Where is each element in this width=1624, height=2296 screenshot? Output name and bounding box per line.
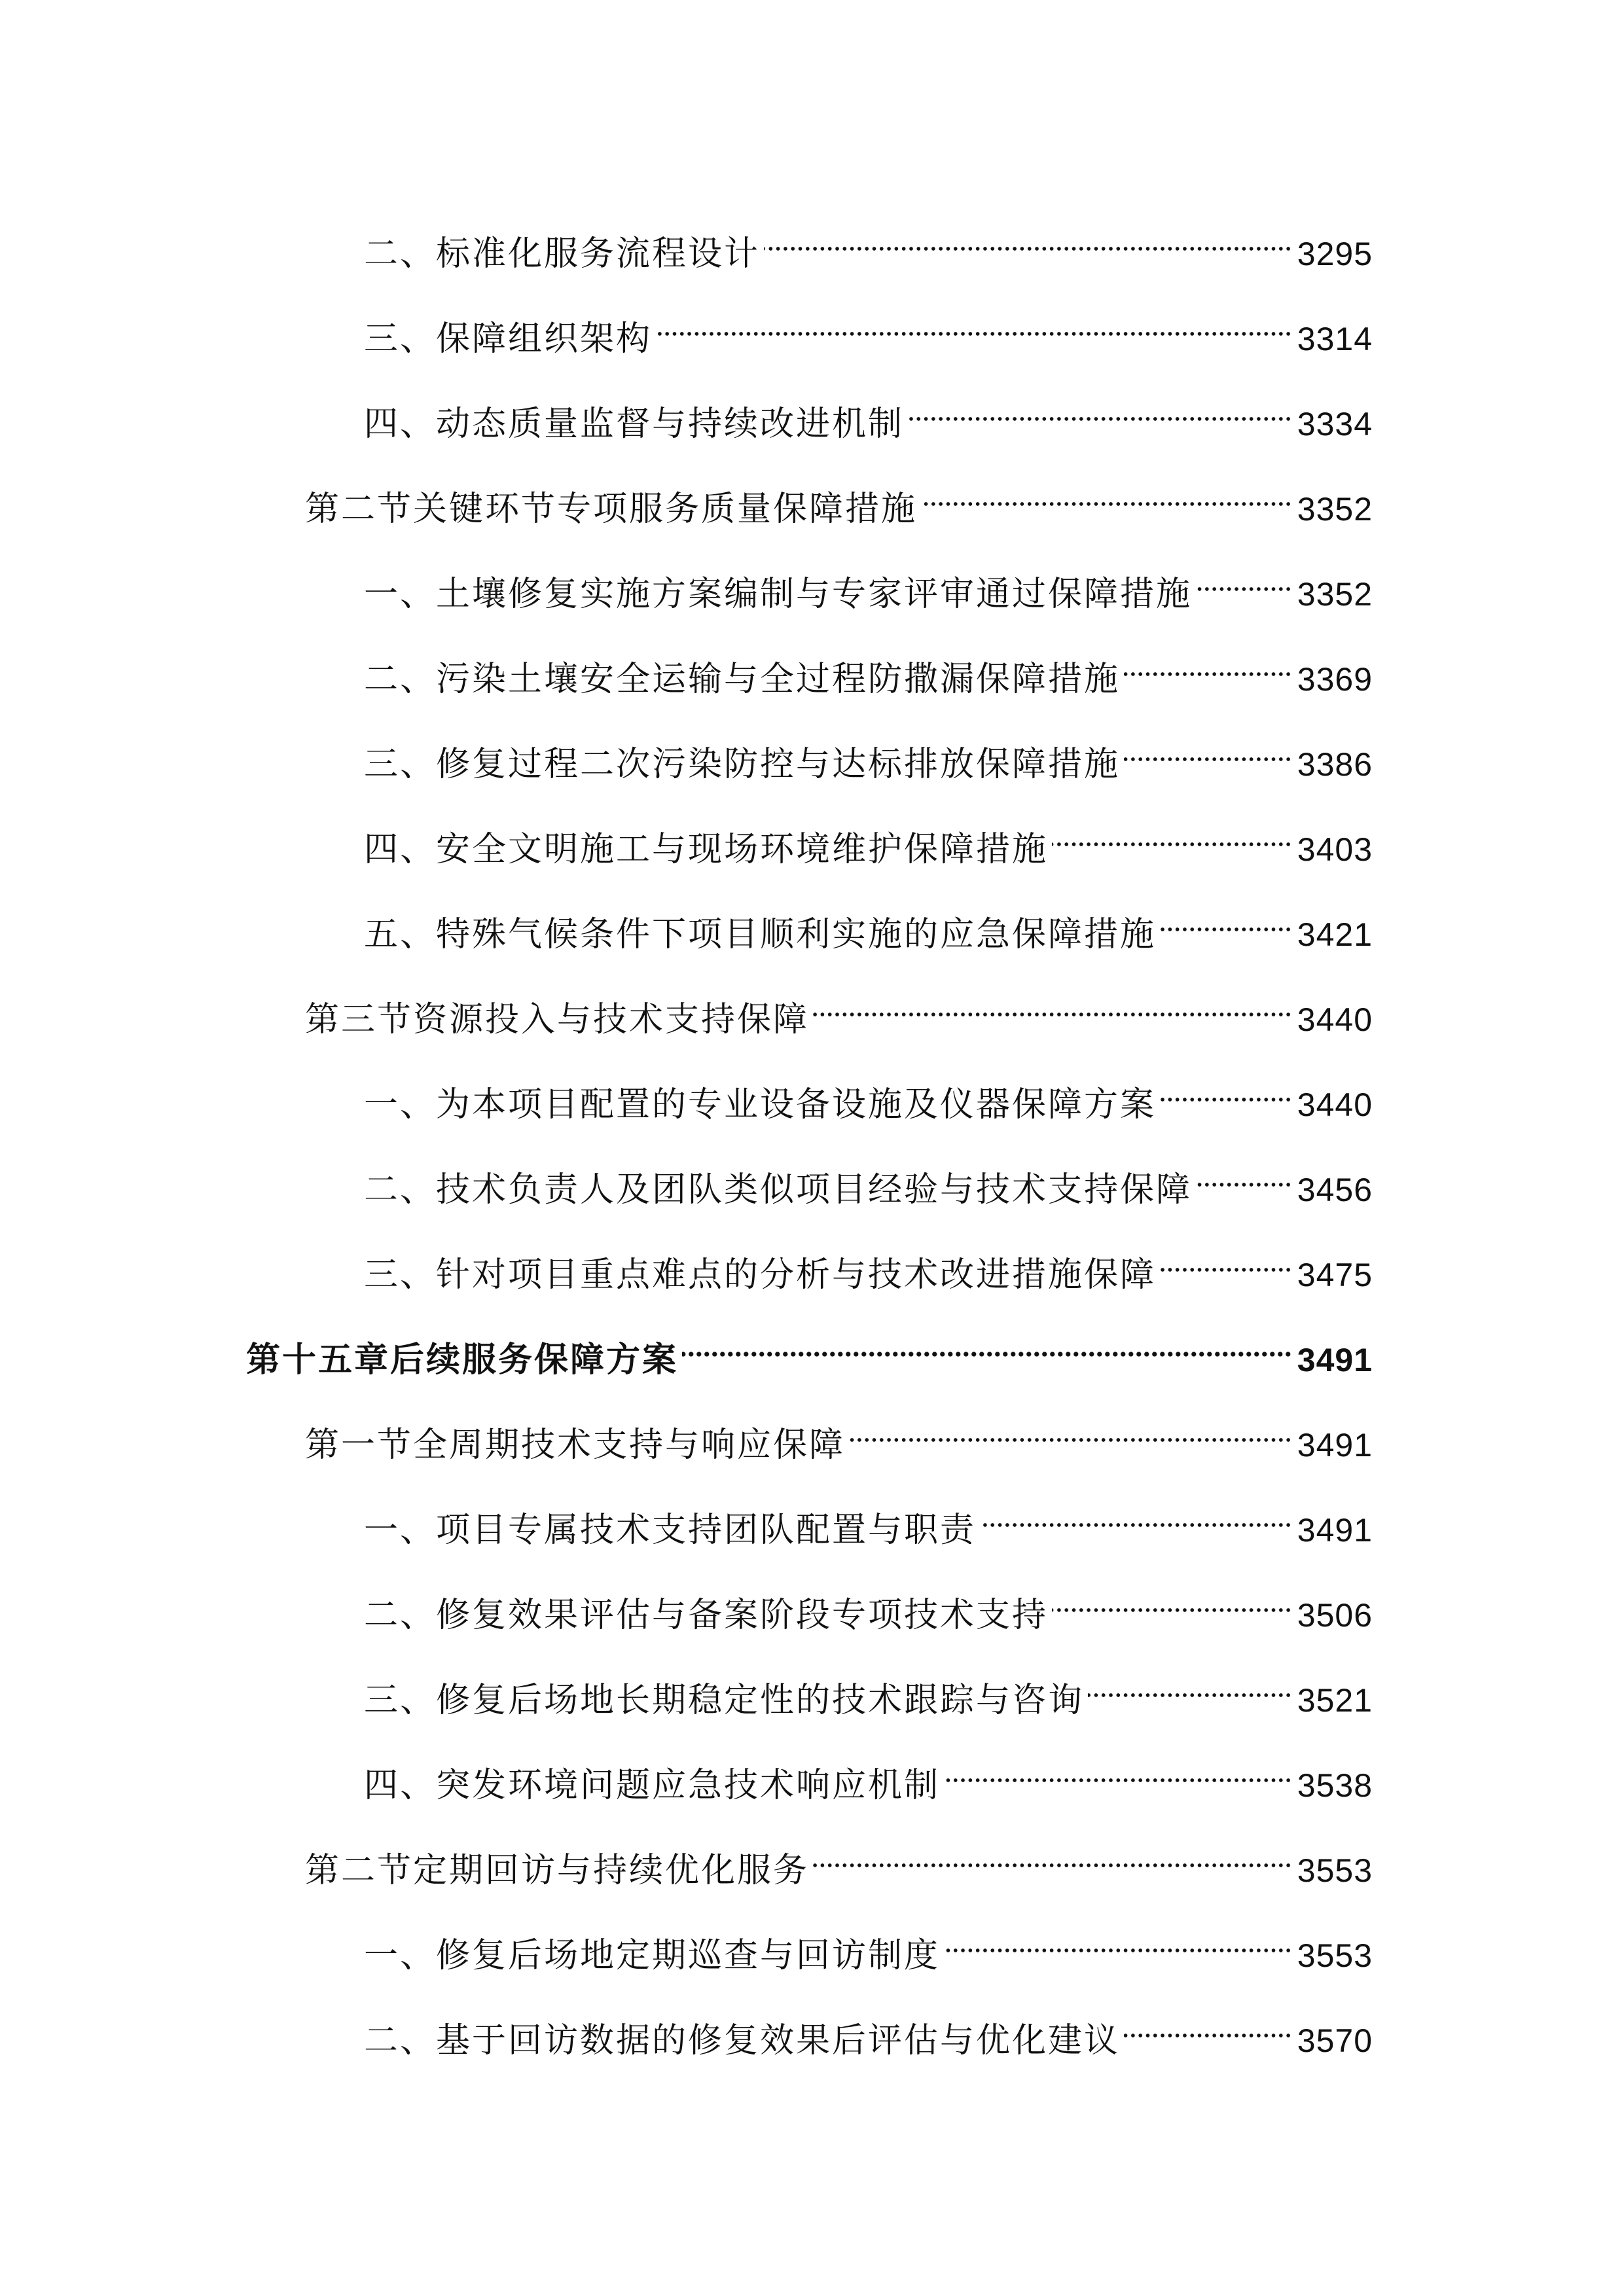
toc-dot-leader — [1196, 553, 1292, 605]
toc-entry[interactable] — [364, 1234, 1373, 1295]
toc-entry-title: 四、动态质量监督与持续改进机制 — [364, 404, 905, 444]
toc-entry[interactable] — [305, 978, 1373, 1039]
toc-dot-leader — [1052, 1574, 1292, 1626]
toc-entry-title: 二、污染土壤安全运输与全过程防撒漏保障措施 — [364, 660, 1121, 699]
toc-page-number: 3538 — [1297, 1767, 1373, 1804]
toc-entry[interactable] — [364, 1489, 1373, 1550]
toc-entry-title: 一、修复后场地定期巡查与回访制度 — [364, 1936, 941, 1975]
toc-page-number: 3521 — [1297, 1682, 1373, 1719]
toc-dot-leader — [849, 1404, 1292, 1456]
toc-entry[interactable] — [305, 1829, 1373, 1890]
toc-entry-title: 四、突发环境问题应急技术响应机制 — [364, 1766, 941, 1805]
toc-dot-leader — [1088, 1659, 1292, 1712]
toc-dot-leader — [1196, 1149, 1292, 1201]
toc-entry[interactable] — [364, 298, 1373, 359]
toc-dot-leader — [908, 383, 1292, 435]
toc-entry-title: 一、项目专属技术支持团队配置与职责 — [364, 1511, 977, 1550]
toc-page-number: 3570 — [1297, 2022, 1373, 2059]
toc-entry[interactable] — [364, 383, 1373, 444]
toc-entry[interactable] — [364, 1914, 1373, 1975]
toc-entry[interactable] — [305, 468, 1373, 529]
toc-page-number: 3352 — [1297, 576, 1373, 613]
toc-page-number: 3553 — [1297, 1852, 1373, 1889]
toc-entry-title: 第二节关键环节专项服务质量保障措施 — [305, 490, 918, 529]
toc-entry[interactable] — [364, 1744, 1373, 1805]
toc-page-number: 3295 — [1297, 236, 1373, 272]
toc-dot-leader — [1124, 638, 1292, 691]
toc-dot-leader — [1160, 1234, 1292, 1286]
toc-page-number: 3506 — [1297, 1597, 1373, 1634]
toc-entry-title: 三、修复过程二次污染防控与达标排放保障措施 — [364, 745, 1121, 784]
toc-dot-leader — [1124, 2000, 1292, 2052]
toc-entry-title: 二、基于回访数据的修复效果后评估与优化建议 — [364, 2021, 1121, 2060]
toc-page-number: 3491 — [1297, 1342, 1373, 1378]
toc-entry[interactable] — [364, 723, 1373, 784]
toc-dot-leader — [1160, 1064, 1292, 1116]
toc-entry[interactable] — [364, 638, 1373, 699]
toc-page-number: 3386 — [1297, 746, 1373, 783]
toc-dot-leader — [944, 1914, 1292, 1967]
toc-entry[interactable] — [364, 1574, 1373, 1635]
toc-dot-leader — [813, 978, 1292, 1031]
toc-entry-title: 第三节资源投入与技术支持保障 — [305, 1000, 810, 1039]
toc-page-number: 3334 — [1297, 406, 1373, 442]
toc-entry-title: 三、针对项目重点难点的分析与技术改进措施保障 — [364, 1255, 1157, 1295]
toc-entry[interactable] — [364, 893, 1373, 954]
toc-page-number: 3421 — [1297, 916, 1373, 953]
toc-entry-title: 二、标准化服务流程设计 — [364, 234, 761, 274]
toc-entry-title: 一、土壤修复实施方案编制与专家评审通过保障措施 — [364, 575, 1193, 614]
toc-entry[interactable] — [305, 1404, 1373, 1465]
toc-dot-leader — [813, 1829, 1292, 1882]
toc-dot-leader — [944, 1744, 1292, 1797]
toc-entry-title: 一、为本项目配置的专业设备设施及仪器保障方案 — [364, 1085, 1157, 1124]
toc-page-number: 3553 — [1297, 1937, 1373, 1974]
toc-entry[interactable] — [364, 213, 1373, 274]
toc-page-number: 3403 — [1297, 831, 1373, 868]
toc-dot-leader — [1124, 723, 1292, 776]
toc-entry[interactable] — [364, 808, 1373, 869]
toc-page-number: 3491 — [1297, 1427, 1373, 1463]
toc-page-number: 3440 — [1297, 1001, 1373, 1038]
toc-chapter-entry[interactable] — [246, 1319, 1373, 1380]
toc-dot-leader — [682, 1319, 1292, 1371]
toc-entry-title: 二、修复效果评估与备案阶段专项技术支持 — [364, 1596, 1049, 1635]
toc-dot-leader — [764, 213, 1292, 265]
toc-dot-leader — [1052, 808, 1292, 861]
toc-dot-leader — [656, 298, 1292, 350]
toc-entry-title: 四、安全文明施工与现场环境维护保障措施 — [364, 830, 1049, 869]
toc-page-number: 3440 — [1297, 1086, 1373, 1123]
toc-page-number: 3369 — [1297, 661, 1373, 698]
toc-page-number: 3475 — [1297, 1257, 1373, 1293]
toc-entry-title: 三、保障组织架构 — [364, 319, 653, 359]
toc-entry-title: 第十五章后续服务保障方案 — [246, 1340, 679, 1380]
toc-entry-title: 五、特殊气候条件下项目顺利实施的应急保障措施 — [364, 915, 1157, 954]
toc-page-number: 3314 — [1297, 321, 1373, 357]
toc-entry[interactable] — [364, 553, 1373, 614]
toc-entry[interactable] — [364, 1149, 1373, 1210]
toc-dot-leader — [980, 1489, 1292, 1541]
toc-entry[interactable] — [364, 2000, 1373, 2060]
toc-entry-title: 第一节全周期技术支持与响应保障 — [305, 1426, 846, 1465]
toc-entry[interactable] — [364, 1064, 1373, 1124]
toc-page-number: 3456 — [1297, 1172, 1373, 1208]
toc-entry-title: 二、技术负责人及团队类似项目经验与技术支持保障 — [364, 1170, 1193, 1210]
toc-entry[interactable] — [364, 1659, 1373, 1720]
toc-page-number: 3491 — [1297, 1512, 1373, 1549]
toc-page-number: 3352 — [1297, 491, 1373, 528]
toc-entry-title: 三、修复后场地长期稳定性的技术跟踪与咨询 — [364, 1681, 1085, 1720]
toc-entry-title: 第二节定期回访与持续优化服务 — [305, 1851, 810, 1890]
toc-dot-leader — [921, 468, 1292, 520]
toc-dot-leader — [1160, 893, 1292, 946]
